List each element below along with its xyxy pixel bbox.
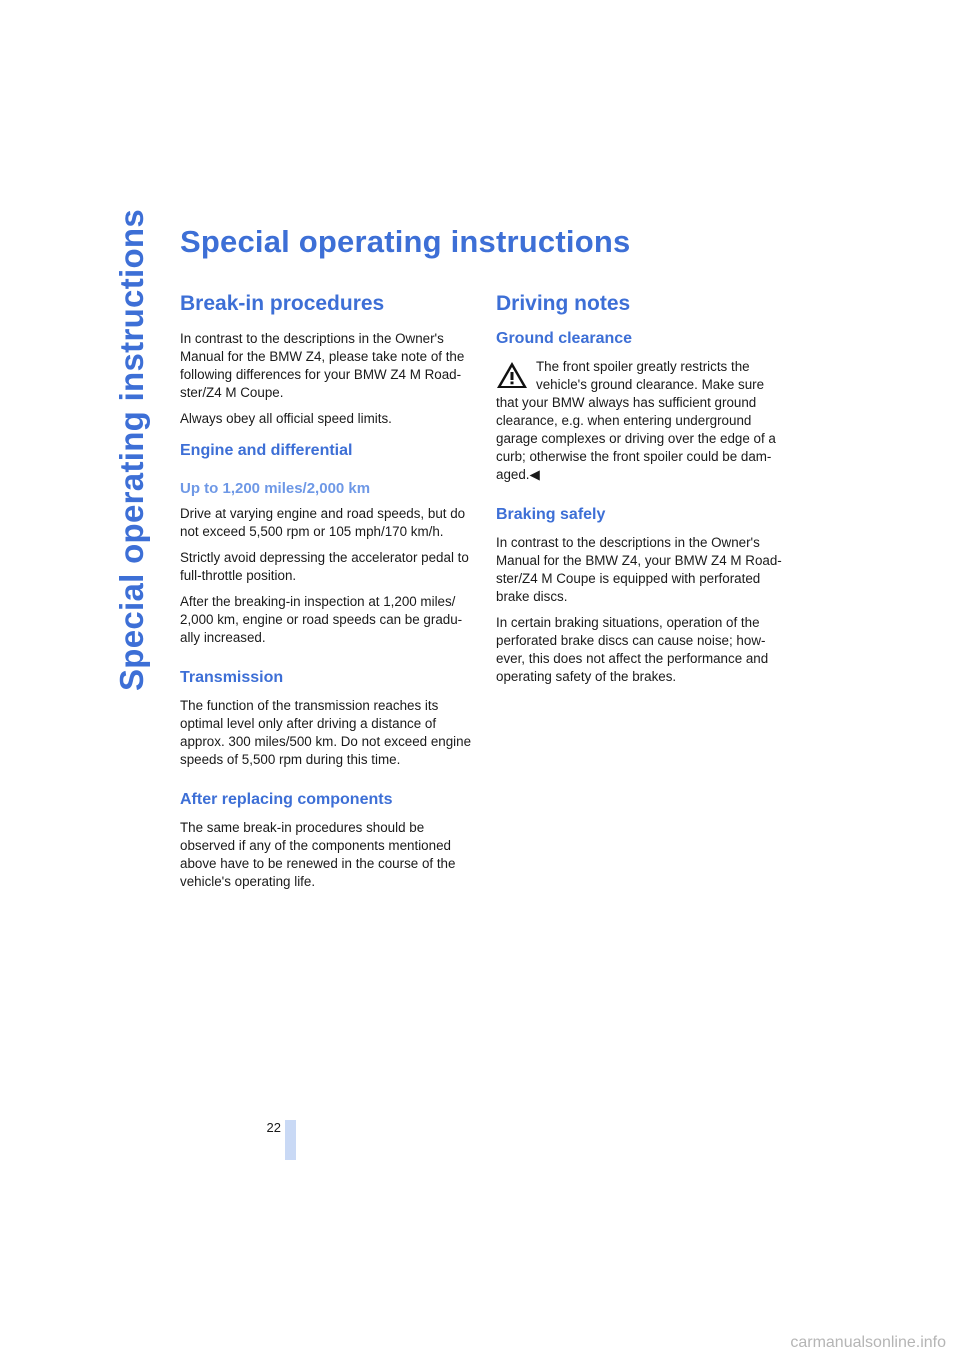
side-section-title — [112, 208, 152, 692]
end-mark-icon: ◀ — [529, 467, 540, 482]
ground-clearance-text: The front spoiler greatly restricts the vehicle's ground clearance. Make sure that your BMW always has sufficient ground clearance, e.g. when entering underground garage complexes or driving over the edge of a curb; otherwise the front spoiler could be dam-aged. — [496, 359, 776, 482]
page-title: Special operating instructions — [180, 224, 631, 259]
engine-paragraph-2: Strictly avoid depressing the accelerator pedal to full-throttle position. — [180, 550, 469, 583]
ground-clearance-paragraph — [496, 358, 790, 484]
braking-paragraph-2: In certain braking situations, operation of the perforated brake discs can cause noise; how-ever, this does not affect the performance and operating safety of the brakes. — [496, 615, 769, 684]
transmission-paragraph: The function of the transmission reaches its optimal level only after driving a distance of approx. 300 miles/500 km. Do not exceed engine speeds of 5,500 rpm during this time. — [180, 698, 472, 767]
engine-heading: Engine and differential — [180, 442, 353, 459]
break-in-intro: In contrast to the descriptions in the Owner's Manual for the BMW Z4, please take note of the following differences for your BMW Z4 M Road-ster/Z4 M Coupe. — [180, 331, 465, 400]
ground-clearance-heading: Ground clearance — [496, 330, 633, 347]
warning-triangle-icon — [496, 360, 528, 390]
transmission-heading: Transmission — [180, 669, 284, 686]
engine-subheading: Up to 1,200 miles/2,000 km — [180, 480, 371, 497]
page-number: 22 — [266, 1120, 281, 1135]
watermark: carmanualsonline.info — [790, 1334, 946, 1351]
speed-limit-note: Always obey all official speed limits. — [180, 411, 392, 426]
components-heading: After replacing components — [180, 791, 393, 808]
engine-paragraph-1: Drive at varying engine and road speeds, but do not exceed 5,500 rpm or 105 mph/170 km/h. — [180, 506, 466, 539]
side-section-title-text: Special operating instructions — [113, 208, 150, 692]
driving-notes-heading: Driving notes — [496, 292, 631, 315]
page-number-bar — [285, 1120, 296, 1160]
left-column — [180, 292, 472, 899]
right-column — [496, 292, 790, 694]
break-in-heading: Break-in procedures — [180, 292, 385, 315]
braking-heading: Braking safely — [496, 506, 606, 523]
braking-paragraph-1: In contrast to the descriptions in the Owner's Manual for the BMW Z4, your BMW Z4 M Road-ster/Z4 M Coupe is equipped with perforated brake discs. — [496, 535, 782, 604]
engine-paragraph-3: After the breaking-in inspection at 1,200 miles/ 2,000 km, engine or road speeds can be gradu-ally increased. — [180, 594, 463, 645]
components-paragraph: The same break-in procedures should be observed if any of the components mentioned above have to be renewed in the course of the vehicle's operating life. — [180, 820, 456, 889]
